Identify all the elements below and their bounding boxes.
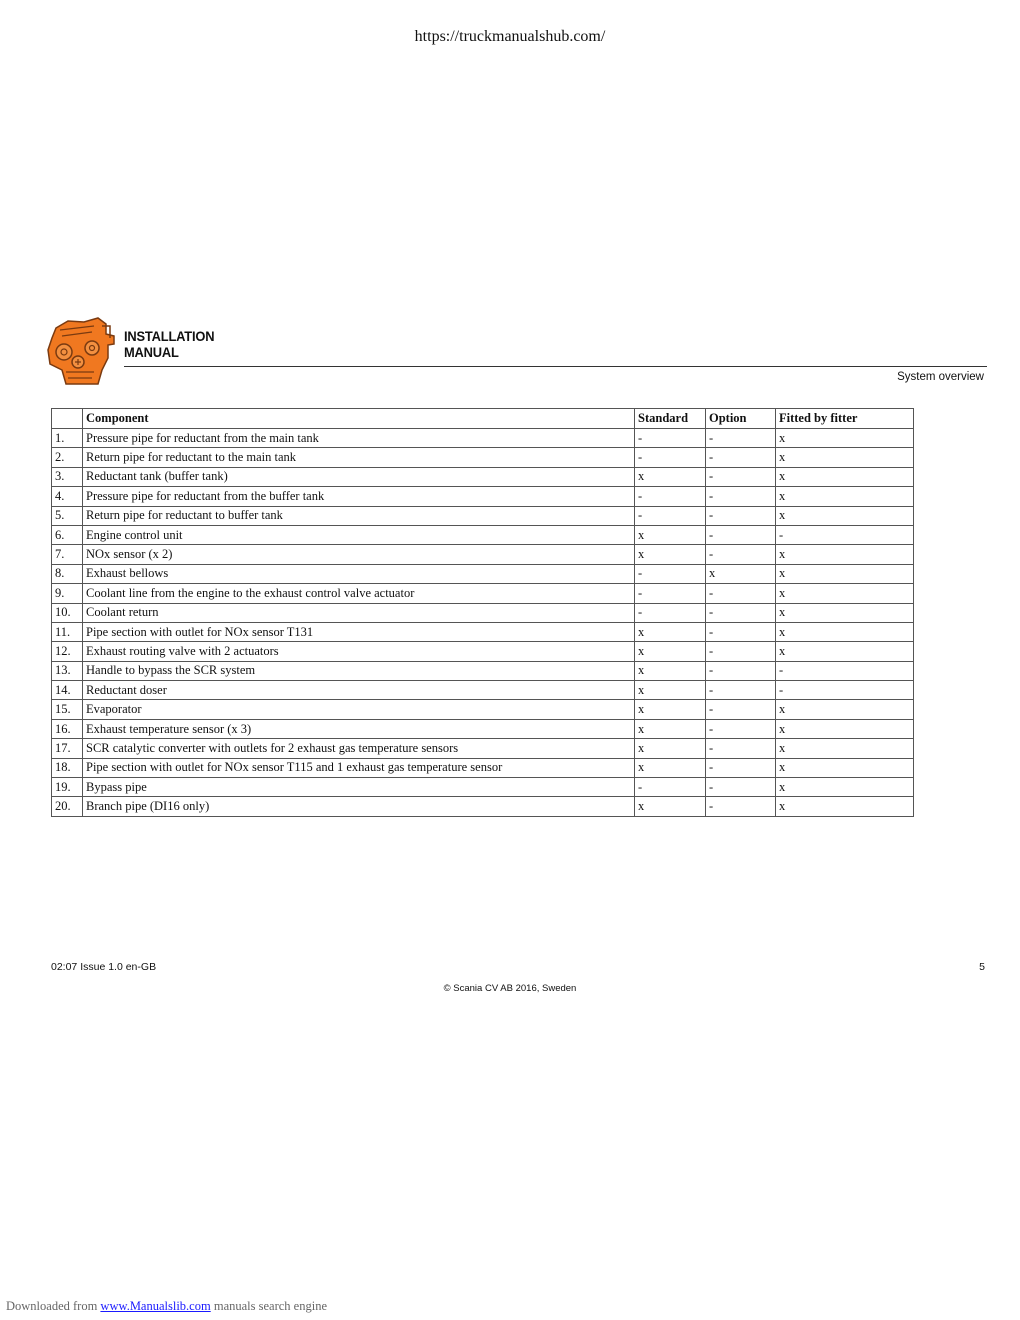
cell-option: - (706, 429, 776, 448)
cell-standard: - (635, 584, 706, 603)
cell-component: SCR catalytic converter with outlets for 2 exhaust gas temperature sensors (83, 739, 635, 758)
title-line-2: MANUAL (124, 344, 179, 360)
cell-standard: x (635, 758, 706, 777)
cell-option: - (706, 467, 776, 486)
cell-fitted-by-fitter: x (776, 642, 914, 661)
header-standard: Standard (635, 409, 706, 429)
cell-component: Exhaust temperature sensor (x 3) (83, 719, 635, 738)
cell-number: 4. (52, 487, 83, 506)
cell-number: 17. (52, 739, 83, 758)
cell-fitted-by-fitter: - (776, 661, 914, 680)
cell-number: 18. (52, 758, 83, 777)
component-table (51, 408, 914, 817)
cell-number: 13. (52, 661, 83, 680)
download-notice (6, 1299, 327, 1314)
cell-number: 16. (52, 719, 83, 738)
cell-option: x (706, 564, 776, 583)
header-fitted-by-fitter: Fitted by fitter (776, 409, 914, 429)
cell-fitted-by-fitter: x (776, 622, 914, 641)
cell-option: - (706, 525, 776, 544)
cell-standard: - (635, 487, 706, 506)
cell-standard: x (635, 700, 706, 719)
cell-standard: x (635, 719, 706, 738)
table-row (52, 700, 914, 719)
table-row (52, 622, 914, 641)
cell-fitted-by-fitter: x (776, 719, 914, 738)
table-row (52, 564, 914, 583)
cell-component: Coolant line from the engine to the exhaust control valve actuator (83, 584, 635, 603)
cell-standard: - (635, 429, 706, 448)
cell-fitted-by-fitter: x (776, 584, 914, 603)
cell-option: - (706, 739, 776, 758)
cell-component: Exhaust routing valve with 2 actuators (83, 642, 635, 661)
cell-option: - (706, 700, 776, 719)
cell-number: 12. (52, 642, 83, 661)
cell-number: 6. (52, 525, 83, 544)
cell-component: Reductant doser (83, 681, 635, 700)
cell-component: Reductant tank (buffer tank) (83, 467, 635, 486)
cell-fitted-by-fitter: x (776, 603, 914, 622)
table-row (52, 719, 914, 738)
cell-standard: - (635, 603, 706, 622)
cell-number: 11. (52, 622, 83, 641)
cell-component: Pressure pipe for reductant from the buffer tank (83, 487, 635, 506)
cell-fitted-by-fitter: x (776, 467, 914, 486)
header-option: Option (706, 409, 776, 429)
header-component: Component (83, 409, 635, 429)
cell-fitted-by-fitter: x (776, 700, 914, 719)
cell-number: 7. (52, 545, 83, 564)
cell-number: 1. (52, 429, 83, 448)
cell-option: - (706, 797, 776, 816)
cell-standard: - (635, 564, 706, 583)
cell-number: 3. (52, 467, 83, 486)
cell-standard: - (635, 778, 706, 797)
cell-standard: x (635, 681, 706, 700)
table-row (52, 797, 914, 816)
cell-number: 19. (52, 778, 83, 797)
cell-component: Engine control unit (83, 525, 635, 544)
table-row (52, 429, 914, 448)
download-prefix: Downloaded from (6, 1299, 101, 1313)
download-suffix: manuals search engine (210, 1299, 327, 1313)
cell-fitted-by-fitter: x (776, 739, 914, 758)
table-row (52, 467, 914, 486)
page-number: 5 (979, 961, 985, 973)
cell-standard: x (635, 797, 706, 816)
table-row (52, 448, 914, 467)
cell-standard: x (635, 525, 706, 544)
cell-fitted-by-fitter: x (776, 797, 914, 816)
table-row (52, 739, 914, 758)
cell-option: - (706, 681, 776, 700)
cell-number: 15. (52, 700, 83, 719)
cell-component: Bypass pipe (83, 778, 635, 797)
cell-option: - (706, 487, 776, 506)
cell-option: - (706, 758, 776, 777)
cell-option: - (706, 603, 776, 622)
table-row (52, 584, 914, 603)
cell-component: Return pipe for reductant to buffer tank (83, 506, 635, 525)
table-header-row (52, 409, 914, 429)
cell-number: 20. (52, 797, 83, 816)
cell-fitted-by-fitter: x (776, 564, 914, 583)
source-url: https://truckmanualshub.com/ (414, 28, 606, 45)
cell-fitted-by-fitter: x (776, 429, 914, 448)
section-title: System overview (897, 371, 984, 383)
cell-component: Exhaust bellows (83, 564, 635, 583)
cell-standard: - (635, 506, 706, 525)
cell-standard: x (635, 661, 706, 680)
cell-fitted-by-fitter: x (776, 487, 914, 506)
cell-standard: - (635, 448, 706, 467)
table-row (52, 661, 914, 680)
copyright: © Scania CV AB 2016, Sweden (443, 983, 577, 994)
cell-component: Pipe section with outlet for NOx sensor T131 (83, 622, 635, 641)
cell-option: - (706, 584, 776, 603)
table-row (52, 681, 914, 700)
cell-option: - (706, 622, 776, 641)
table-row (52, 778, 914, 797)
table-row (52, 525, 914, 544)
cell-number: 10. (52, 603, 83, 622)
cell-option: - (706, 545, 776, 564)
cell-component: Pipe section with outlet for NOx sensor T115 and 1 exhaust gas temperature sensor (83, 758, 635, 777)
cell-number: 2. (52, 448, 83, 467)
cell-fitted-by-fitter: x (776, 448, 914, 467)
table-row (52, 545, 914, 564)
cell-component: Evaporator (83, 700, 635, 719)
cell-standard: x (635, 545, 706, 564)
cell-standard: x (635, 739, 706, 758)
table-row (52, 506, 914, 525)
issue-info: 02:07 Issue 1.0 en-GB (51, 961, 157, 973)
cell-component: Pressure pipe for reductant from the main tank (83, 429, 635, 448)
cell-fitted-by-fitter: - (776, 525, 914, 544)
cell-standard: x (635, 642, 706, 661)
cell-option: - (706, 448, 776, 467)
cell-number: 5. (52, 506, 83, 525)
title-line-1: INSTALLATION (124, 328, 215, 344)
cell-fitted-by-fitter: x (776, 545, 914, 564)
table-row (52, 487, 914, 506)
cell-component: Return pipe for reductant to the main tank (83, 448, 635, 467)
cell-option: - (706, 642, 776, 661)
cell-component: Coolant return (83, 603, 635, 622)
cell-option: - (706, 661, 776, 680)
cell-fitted-by-fitter: x (776, 758, 914, 777)
cell-component: NOx sensor (x 2) (83, 545, 635, 564)
cell-number: 9. (52, 584, 83, 603)
header-number (52, 409, 83, 429)
cell-standard: x (635, 467, 706, 486)
header-divider (124, 366, 987, 367)
cell-option: - (706, 778, 776, 797)
engine-logo-icon (46, 314, 122, 388)
cell-fitted-by-fitter: x (776, 778, 914, 797)
cell-fitted-by-fitter: - (776, 681, 914, 700)
manualslib-link[interactable]: www.Manualslib.com (100, 1299, 211, 1313)
cell-standard: x (635, 622, 706, 641)
manual-title (124, 328, 214, 360)
table-row (52, 642, 914, 661)
cell-component: Branch pipe (DI16 only) (83, 797, 635, 816)
cell-option: - (706, 719, 776, 738)
table-row (52, 603, 914, 622)
cell-number: 8. (52, 564, 83, 583)
cell-fitted-by-fitter: x (776, 506, 914, 525)
cell-component: Handle to bypass the SCR system (83, 661, 635, 680)
cell-number: 14. (52, 681, 83, 700)
table-row (52, 758, 914, 777)
cell-option: - (706, 506, 776, 525)
